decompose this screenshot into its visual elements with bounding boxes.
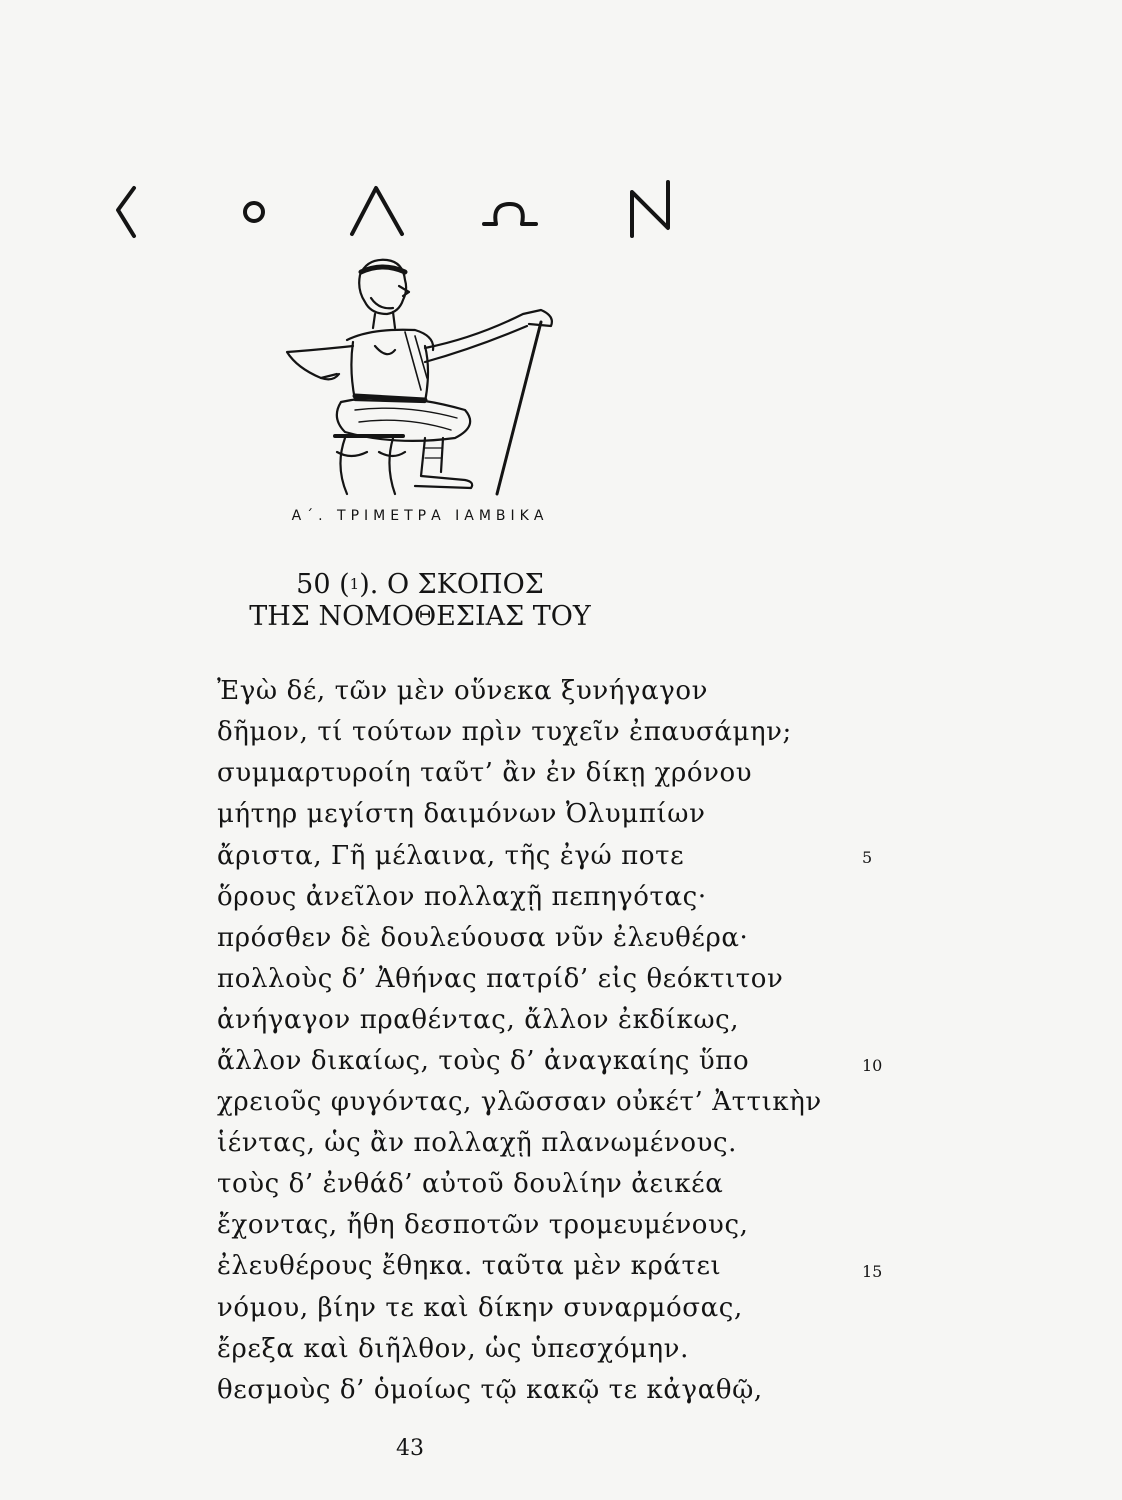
poem-line: ἄριστα, Γῆ μέλαινα, τῆς ἐγώ ποτε [217, 841, 685, 871]
author-title-lettering [112, 174, 692, 254]
poem-line: ὅρους ἀνεῖλον πολλαχῇ πεπηγότας· [217, 882, 707, 912]
poem-line: ἱέντας, ὡς ἂν πολλαχῇ πλανωμένους. [217, 1128, 737, 1158]
seated-man-icon [275, 250, 565, 500]
poem-line: χρειοῦς φυγόντας, γλῶσσαν οὐκέτ’ Ἀττικὴν [217, 1087, 822, 1117]
section-heading: Α΄. ΤΡΙΜΕΤΡΑ ΙΑΜΒΙΚΑ [291, 508, 549, 524]
poem-ref-close: ). [359, 569, 379, 600]
poem-title-line1: Ο ΣΚΟΠΟΣ [386, 569, 544, 600]
poem-ref-open: ( [339, 569, 350, 600]
poem-line: ἐλευθέρους ἔθηκα. ταῦτα μὲν κράτει [217, 1251, 722, 1281]
poem-line: θεσμοὺς δ’ ὁμοίως τῷ κακῷ τε κἀγαθῷ, [217, 1375, 763, 1405]
seated-figure-illustration [275, 250, 565, 500]
poem-line: τοὺς δ’ ἐνθάδ’ αὐτοῦ δουλίην ἀεικέα [217, 1169, 724, 1199]
poem-line: ἄλλον δικαίως, τοὺς δ’ ἀναγκαίης ὕπο [217, 1046, 750, 1076]
poem-line: πρόσθεν δὲ δουλεύουσα νῦν ἐλευθέρα· [217, 923, 749, 953]
poem-ref-number: 1 [349, 575, 360, 593]
poem-line: ἔχοντας, ἤθη δεσποτῶν τρομευμένους, [217, 1210, 749, 1240]
poem-title-line2: ΤΗΣ ΝΟΜΟΘΕΣΙΑΣ ΤΟΥ [249, 601, 591, 632]
page-number: 43 [396, 1436, 424, 1461]
poem-number: 50 [296, 569, 331, 600]
poem-line: συμμαρτυροίη ταῦτ’ ἂν ἐν δίκῃ χρόνου [217, 758, 753, 788]
poem-heading-line1 [150, 568, 690, 601]
poem-line: μήτηρ μεγίστη δαιμόνων Ὀλυμπίων [217, 799, 706, 829]
line-number: 5 [862, 848, 873, 867]
poem-line: Ἐγὼ δέ, τῶν μὲν οὕνεκα ξυνήγαγον [217, 676, 709, 706]
poem-line: δῆμον, τί τούτων πρὶν τυχεῖν ἐπαυσάμην; [217, 717, 792, 747]
author-title [112, 174, 692, 254]
poem-line: νόμου, βίην τε καὶ δίκην συναρμόσας, [217, 1293, 743, 1323]
poem-heading [150, 568, 690, 633]
poem-line: ἀνήγαγον πραθέντας, ἄλλον ἐκδίκως, [217, 1005, 740, 1035]
line-number: 15 [862, 1262, 883, 1281]
poem-line: πολλοὺς δ’ Ἀθήνας πατρίδ’ εἰς θεόκτιτον [217, 964, 784, 994]
line-number: 10 [862, 1056, 883, 1075]
poem-line: ἔρεξα καὶ διῆλθον, ὡς ὑπεσχόμην. [217, 1334, 689, 1364]
